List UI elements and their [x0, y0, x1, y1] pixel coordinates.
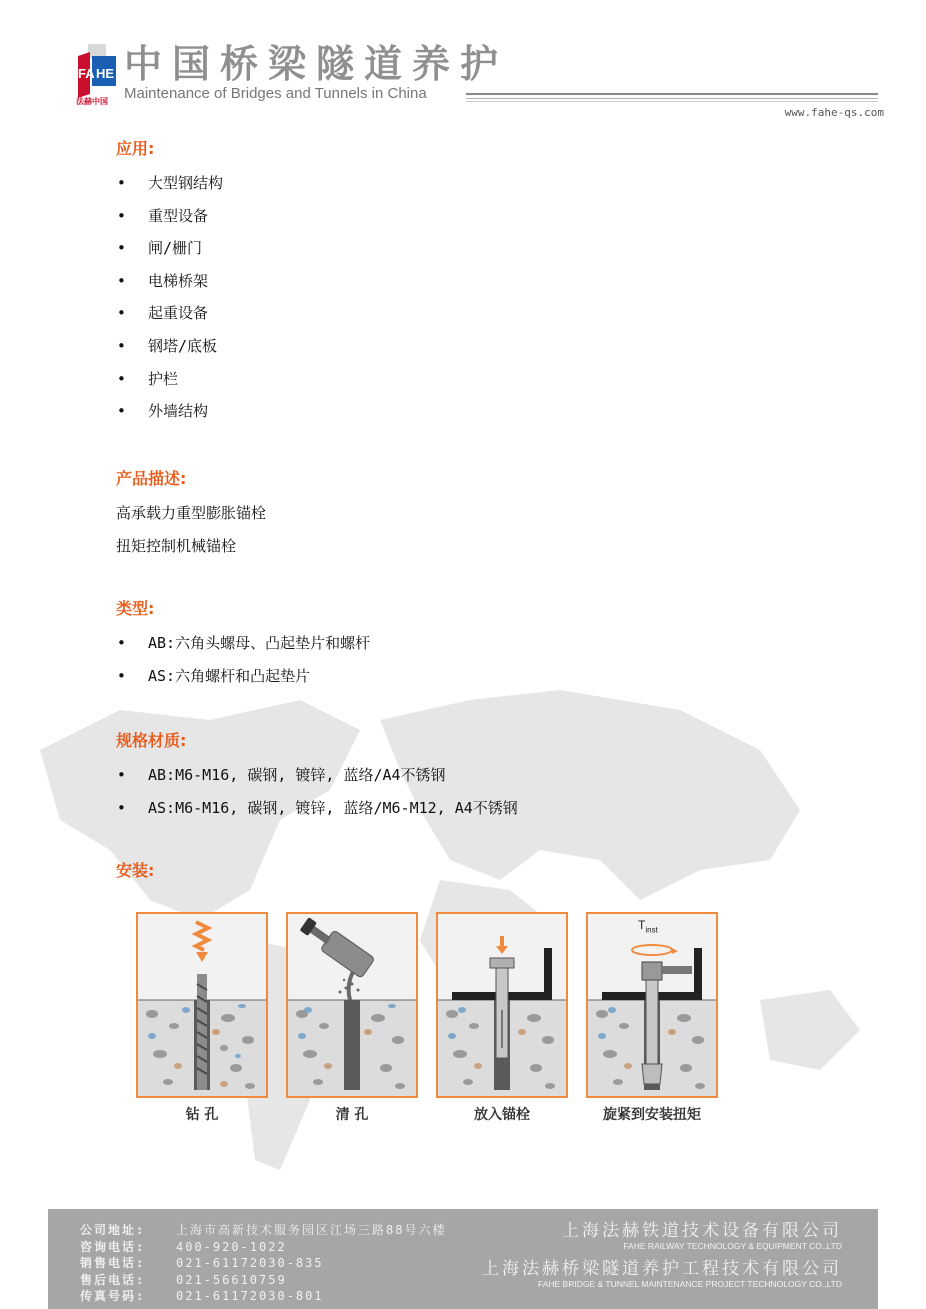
- bullet-icon: •: [117, 666, 126, 685]
- header-title-en: Maintenance of Bridges and Tunnels in China: [124, 85, 427, 102]
- company-name-en: FAHE RAILWAY TECHNOLOGY & EQUIPMENT CO.,LTD: [623, 1241, 842, 1251]
- types-section: [116, 598, 370, 697]
- bullet-icon: •: [117, 304, 126, 323]
- list-item: • AS:M6-M16, 碳钢, 镀锌, 蓝络/M6-M12, A4不锈钢: [117, 798, 518, 817]
- contact-value[interactable]: 021-56610759: [176, 1272, 287, 1287]
- contact-info: [80, 1222, 446, 1305]
- page-header: [74, 38, 884, 128]
- header-title-cn: 中国桥梁隧道养护: [124, 42, 509, 86]
- list-item: • 外墙结构: [117, 402, 209, 421]
- types-heading: 类型:: [116, 599, 155, 618]
- contact-label: 销售电话:: [80, 1256, 146, 1270]
- description-heading: 产品描述:: [116, 469, 187, 488]
- contact-row: [80, 1239, 446, 1256]
- blow-pump-icon: [288, 914, 416, 1096]
- list-item: • 大型钢结构: [117, 174, 224, 192]
- list-item: • AB:六角头螺母、凸起垫片和螺杆: [117, 634, 371, 652]
- company-name-cn: 上海法赫铁道技术设备有限公司: [562, 1221, 842, 1241]
- contact-row: [80, 1272, 446, 1289]
- header-rule: [466, 93, 878, 95]
- company-railway: [562, 1221, 842, 1251]
- bullet-icon: •: [117, 402, 126, 421]
- bullet-icon: •: [117, 766, 126, 784]
- list-item: • AS:六角螺杆和凸起垫片: [117, 666, 311, 685]
- list-item: • 闸/栅门: [117, 239, 203, 258]
- description-line: 扭矩控制机械锚栓: [116, 536, 237, 555]
- applications-section: [116, 138, 223, 433]
- bullet-icon: •: [117, 634, 126, 652]
- bullet-icon: •: [117, 271, 126, 290]
- contact-value[interactable]: 400-920-1022: [176, 1239, 287, 1254]
- list-item: • 护栏: [117, 369, 179, 388]
- step-panel: [286, 912, 418, 1098]
- step-label: 旋紧到安装扭矩: [603, 1107, 701, 1123]
- materials-heading: 规格材质:: [116, 731, 187, 750]
- contact-row: [80, 1288, 446, 1305]
- installation-section: [116, 860, 154, 894]
- bullet-icon: •: [117, 798, 126, 817]
- torque-wrench-icon: [588, 914, 716, 1096]
- company-name-cn: 上海法赫桥梁隧道养护工程技术有限公司: [482, 1259, 842, 1279]
- list-item: • AB:M6-M16, 碳钢, 镀锌, 蓝络/A4不锈钢: [117, 766, 446, 784]
- header-rule: [466, 98, 878, 99]
- header-rule: [466, 101, 878, 102]
- logo-caption: 法赫中国: [76, 97, 108, 106]
- materials-section: [116, 730, 518, 829]
- step-label: 钻 孔: [185, 1107, 219, 1123]
- contact-value: 021-61172030-801: [176, 1289, 324, 1303]
- step-panel: [436, 912, 568, 1098]
- svg-text:FA: FA: [78, 66, 95, 81]
- applications-heading: 应用:: [116, 139, 155, 158]
- bullet-icon: •: [117, 206, 126, 225]
- contact-value: 上海市高新技术服务园区江场三路88号六楼: [176, 1223, 447, 1237]
- page-footer: [48, 1209, 878, 1309]
- contact-label: 公司地址:: [80, 1223, 146, 1237]
- list-item: • 起重设备: [117, 304, 209, 323]
- bullet-icon: •: [117, 336, 126, 355]
- contact-label: 传真号码:: [80, 1289, 146, 1303]
- bullet-icon: •: [117, 239, 126, 258]
- contact-row: [80, 1255, 446, 1272]
- website-url[interactable]: www.fahe-qs.com: [784, 106, 884, 119]
- company-bridge: [482, 1259, 842, 1289]
- contact-label: 咨询电话:: [80, 1239, 146, 1254]
- step-panel: [136, 912, 268, 1098]
- contact-row: [80, 1222, 446, 1239]
- step-label: 放入锚栓: [474, 1107, 530, 1123]
- contact-label: 售后电话:: [80, 1272, 146, 1287]
- step-drill: [136, 912, 268, 1124]
- step-clean: [286, 912, 418, 1124]
- contact-value[interactable]: 021-61172030-835: [176, 1256, 324, 1270]
- step-label: 清 孔: [335, 1107, 369, 1123]
- bullet-icon: •: [117, 369, 126, 388]
- company-name-en: FAHE BRIDGE & TUNNEL MAINTENANCE PROJECT TECHNOLOGY CO.,LTD: [537, 1279, 842, 1289]
- list-item: • 钢塔/底板: [117, 336, 218, 355]
- step-panel: [586, 912, 718, 1098]
- svg-text:HE: HE: [96, 66, 115, 81]
- list-item: • 重型设备: [117, 206, 209, 225]
- step-torque: [586, 912, 718, 1124]
- description-line: 高承载力重型膨胀锚栓: [116, 504, 267, 522]
- step-insert: [436, 912, 568, 1124]
- installation-steps: [136, 912, 720, 1127]
- drill-icon: [138, 914, 266, 1096]
- torque-label: $T_{inst}$: [638, 918, 658, 935]
- description-section: [116, 468, 266, 567]
- installation-heading: 安装:: [116, 861, 155, 880]
- anchor-icon: [438, 914, 566, 1096]
- list-item: • 电梯桥架: [117, 271, 209, 290]
- bullet-icon: •: [117, 174, 126, 192]
